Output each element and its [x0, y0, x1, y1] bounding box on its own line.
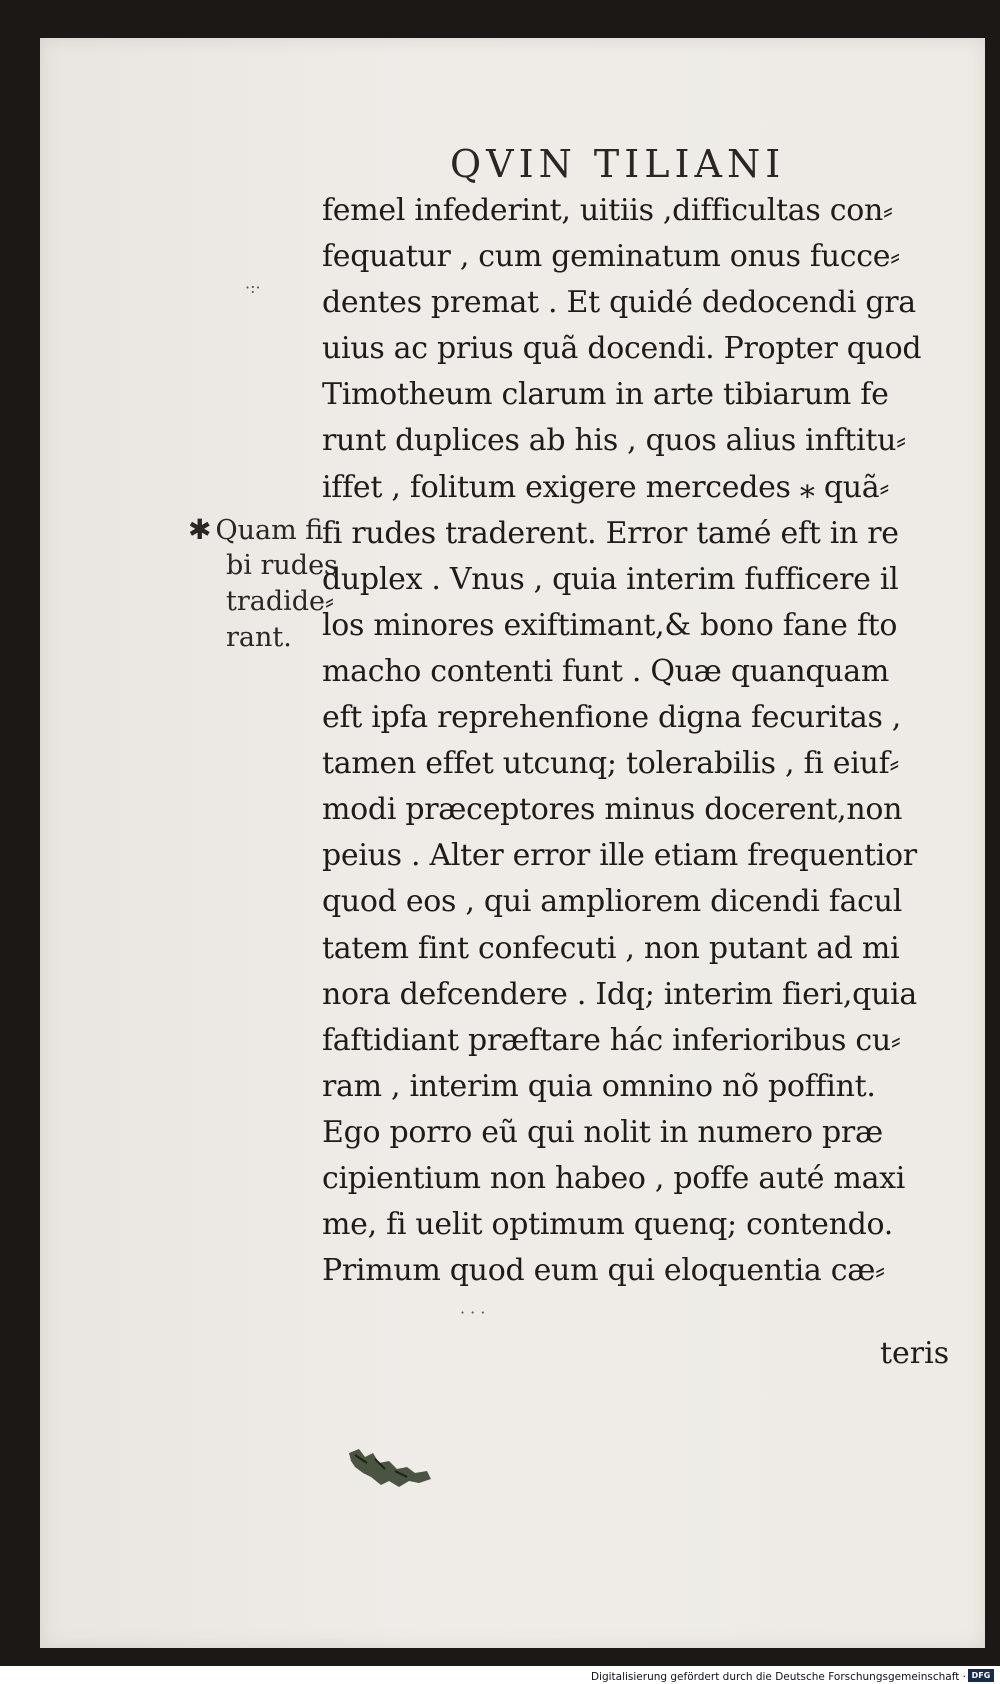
- text-line: uius ac prius quã docendi. Propter quod: [322, 331, 922, 367]
- text-line: me, fi uelit optimum quenq; contendo.: [322, 1207, 893, 1243]
- book-page: [40, 38, 985, 1648]
- text-line: iffet , folitum exigere mercedes ⁎ quã⸗: [322, 469, 890, 505]
- margin-note: [188, 512, 338, 656]
- text-line: macho contenti funt . Quæ quanquam: [322, 653, 890, 689]
- text-line: eft ipfa reprehenfione digna fecuritas ,: [322, 700, 902, 736]
- text-line: los minores exiftimant,& bono fane fto: [322, 607, 898, 643]
- asterisk-marker-icon: ✱: [188, 513, 212, 546]
- stray-ink-mark: · · ·: [460, 1303, 486, 1322]
- dfg-logo-icon: DFG: [968, 1669, 994, 1682]
- text-line: Timotheum clarum in arte tibiarum fe: [322, 377, 889, 413]
- ink-blot-icon: [345, 1443, 435, 1491]
- footer-credit: Digitalisierung gefördert durch die Deutsche Forschungsgemeinschaft ·: [590, 1671, 966, 1683]
- text-line: modi præceptores minus docerent,non: [322, 792, 903, 828]
- margin-note-line: rant.: [226, 622, 292, 653]
- catchword: teris: [880, 1336, 950, 1371]
- text-line: nora defcendere . Idq; interim fieri,quia: [322, 976, 917, 1012]
- text-line: cipientium non habeo , poffe auté maxi: [322, 1160, 906, 1196]
- text-line: faftidiant præftare hác inferioribus cu⸗: [322, 1022, 901, 1058]
- text-line: runt duplices ab his , quos alius inftitu⸗: [322, 423, 906, 459]
- text-line: peius . Alter error ille etiam frequentior: [322, 838, 917, 874]
- text-line: Ego porro eũ qui nolit in numero præ: [322, 1114, 883, 1150]
- text-line: duplex . Vnus , quia interim fufficere il: [322, 561, 899, 597]
- body-text: [322, 188, 962, 1294]
- text-line: fi rudes traderent. Error tamé eft in re: [322, 515, 899, 551]
- margin-note-line: bi rudes: [226, 550, 338, 581]
- stray-ink-mark: ·:·: [245, 278, 261, 297]
- text-line: tamen effet utcunq; tolerabilis , fi eiuf⸗: [322, 746, 900, 782]
- text-line: ram , interim quia omnino nõ poffint.: [322, 1068, 876, 1104]
- text-line: femel infederint, uitiis ,difficultas con⸗: [322, 193, 893, 228]
- text-line: dentes premat . Et quidé dedocendi gra: [322, 285, 916, 321]
- margin-note-line: [188, 512, 328, 548]
- running-head: QVIN TILIANI: [450, 142, 786, 186]
- margin-note-text: Quam fi: [215, 515, 324, 546]
- text-line: fequatur , cum geminatum onus fucce⸗: [322, 239, 900, 275]
- margin-note-line: tradide⸗: [226, 586, 335, 617]
- text-line: tatem fint confecuti , non putant ad mi: [322, 930, 900, 966]
- footer-bar: [0, 1666, 1000, 1684]
- text-line: quod eos , qui ampliorem dicendi facul: [322, 884, 902, 920]
- text-line: Primum quod eum qui eloquentia cæ⸗: [322, 1253, 885, 1289]
